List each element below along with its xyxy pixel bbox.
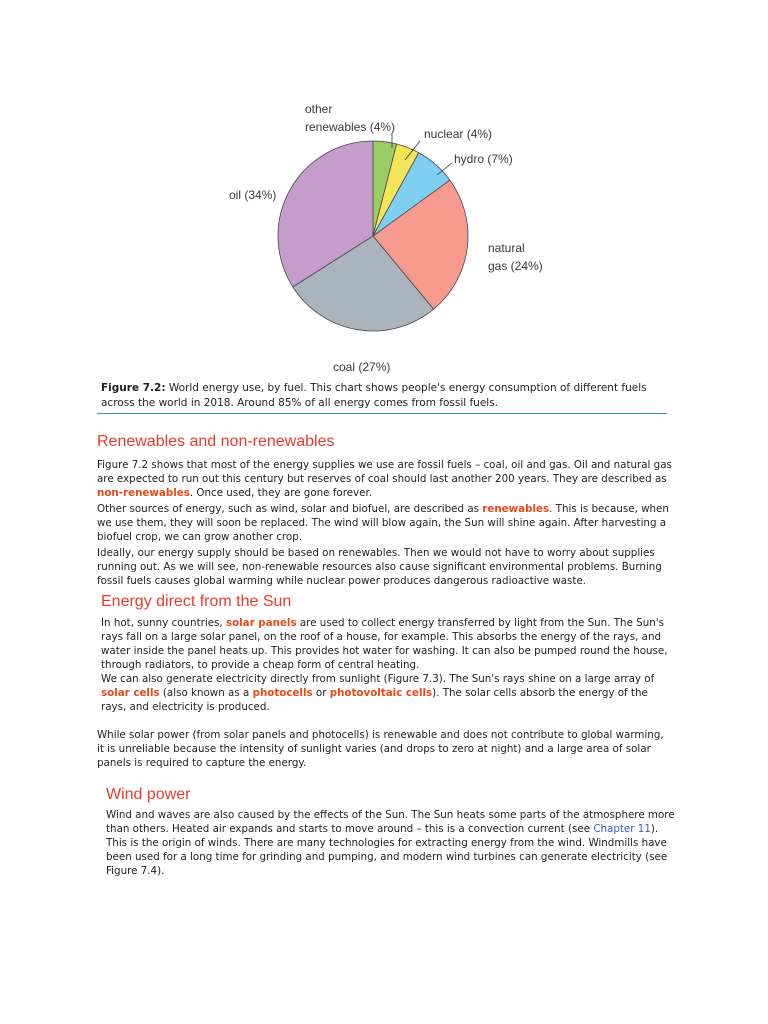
link-chapter-11[interactable]: Chapter 11 — [593, 823, 651, 835]
term-solar-cells: solar cells — [101, 687, 160, 699]
label-other-line1: other — [305, 102, 333, 116]
label-other-line2: renewables (4%) — [305, 120, 396, 134]
term-non-renewables: non-renewables — [97, 487, 190, 499]
caption-text: World energy use, by fuel. This chart shows people's energy consumption of different fuels across the world in 2018. Around 85% of all energy comes from fossil fuels. — [101, 382, 647, 409]
paragraph-renewables-1: Figure 7.2 shows that most of the energy supplies we use are fossil fuels – coal, oil and gas. Oil and natural gas are expected to run out this century but reserves of coal should last another 200 years. They are described as non-renewables. Once used, they are gone forever. — [97, 459, 672, 499]
heading-wind-power: Wind power — [106, 786, 191, 803]
energy-pie-chart — [0, 0, 768, 380]
label-nuclear: nuclear (4%) — [424, 127, 493, 141]
figure-caption — [101, 381, 661, 411]
label-hydro: hydro (7%) — [454, 152, 513, 166]
heading-renewables: Renewables and non-renewables — [97, 433, 335, 450]
label-coal: coal (27%) — [333, 360, 391, 374]
paragraph-sun-2: We can also generate electricity directly from sunlight (Figure 7.3). The Sun's rays shine on a large array of solar cells (also known as a photocells or photovoltaic cells). The solar cells absorb the energy of the rays, and electricity is produced. — [101, 673, 655, 713]
label-gas-line2: gas (24%) — [488, 259, 543, 273]
term-photocells: photocells — [252, 687, 313, 699]
paragraph-sun-3: While solar power (from solar panels and photocells) is renewable and does not contribute to global warming, it is unreliable because the intensity of sunlight varies (and drops to zero at night) and a large area of solar panels is required to capture the energy. — [97, 729, 664, 769]
term-renewables: renewables — [482, 503, 550, 515]
caption-divider — [97, 413, 667, 414]
heading-energy-from-sun: Energy direct from the Sun — [101, 593, 292, 610]
paragraph-sun-1: In hot, sunny countries, solar panels are used to collect energy transferred by light from the Sun. The Sun's rays fall on a large solar panel, on the roof of a house, for example. This absorbs the energy of the rays, and water inside the panel heats up. This provides hot water for washing. It can also be pumped round the house, through radiators, to provide a cheap form of central heating. — [101, 617, 668, 671]
paragraph-renewables-3: Ideally, our energy supply should be based on renewables. Then we would not have to worry about supplies running out. As we will see, non-renewable resources also cause significant environmental problems. Burning fossil fuels causes global warming while nuclear power produces dangerous radioactive waste. — [97, 547, 662, 587]
paragraph-wind-1: Wind and waves are also caused by the effects of the Sun. The Sun heats some parts of the atmosphere more than others. Heated air expands and starts to move around – this is a convection current (see Chapter 11). This is the origin of winds. There are many technologies for extracting energy from the wind. Windmills have been used for a long time for grinding and pumping, and modern wind turbines can generate electricity (see Figure 7.4). — [106, 809, 675, 877]
paragraph-renewables-2: Other sources of energy, such as wind, solar and biofuel, are described as renewables. This is because, when we use them, they will soon be replaced. The wind will blow again, the Sun will shine again. After harvesting a biofuel crop, we can grow another crop. — [97, 503, 669, 543]
term-photovoltaic-cells: photovoltaic cells — [329, 687, 433, 699]
term-solar-panels: solar panels — [225, 617, 297, 629]
label-gas-line1: natural — [488, 241, 525, 255]
label-oil: oil (34%) — [229, 188, 277, 202]
caption-figure-label: Figure 7.2: — [101, 382, 166, 394]
